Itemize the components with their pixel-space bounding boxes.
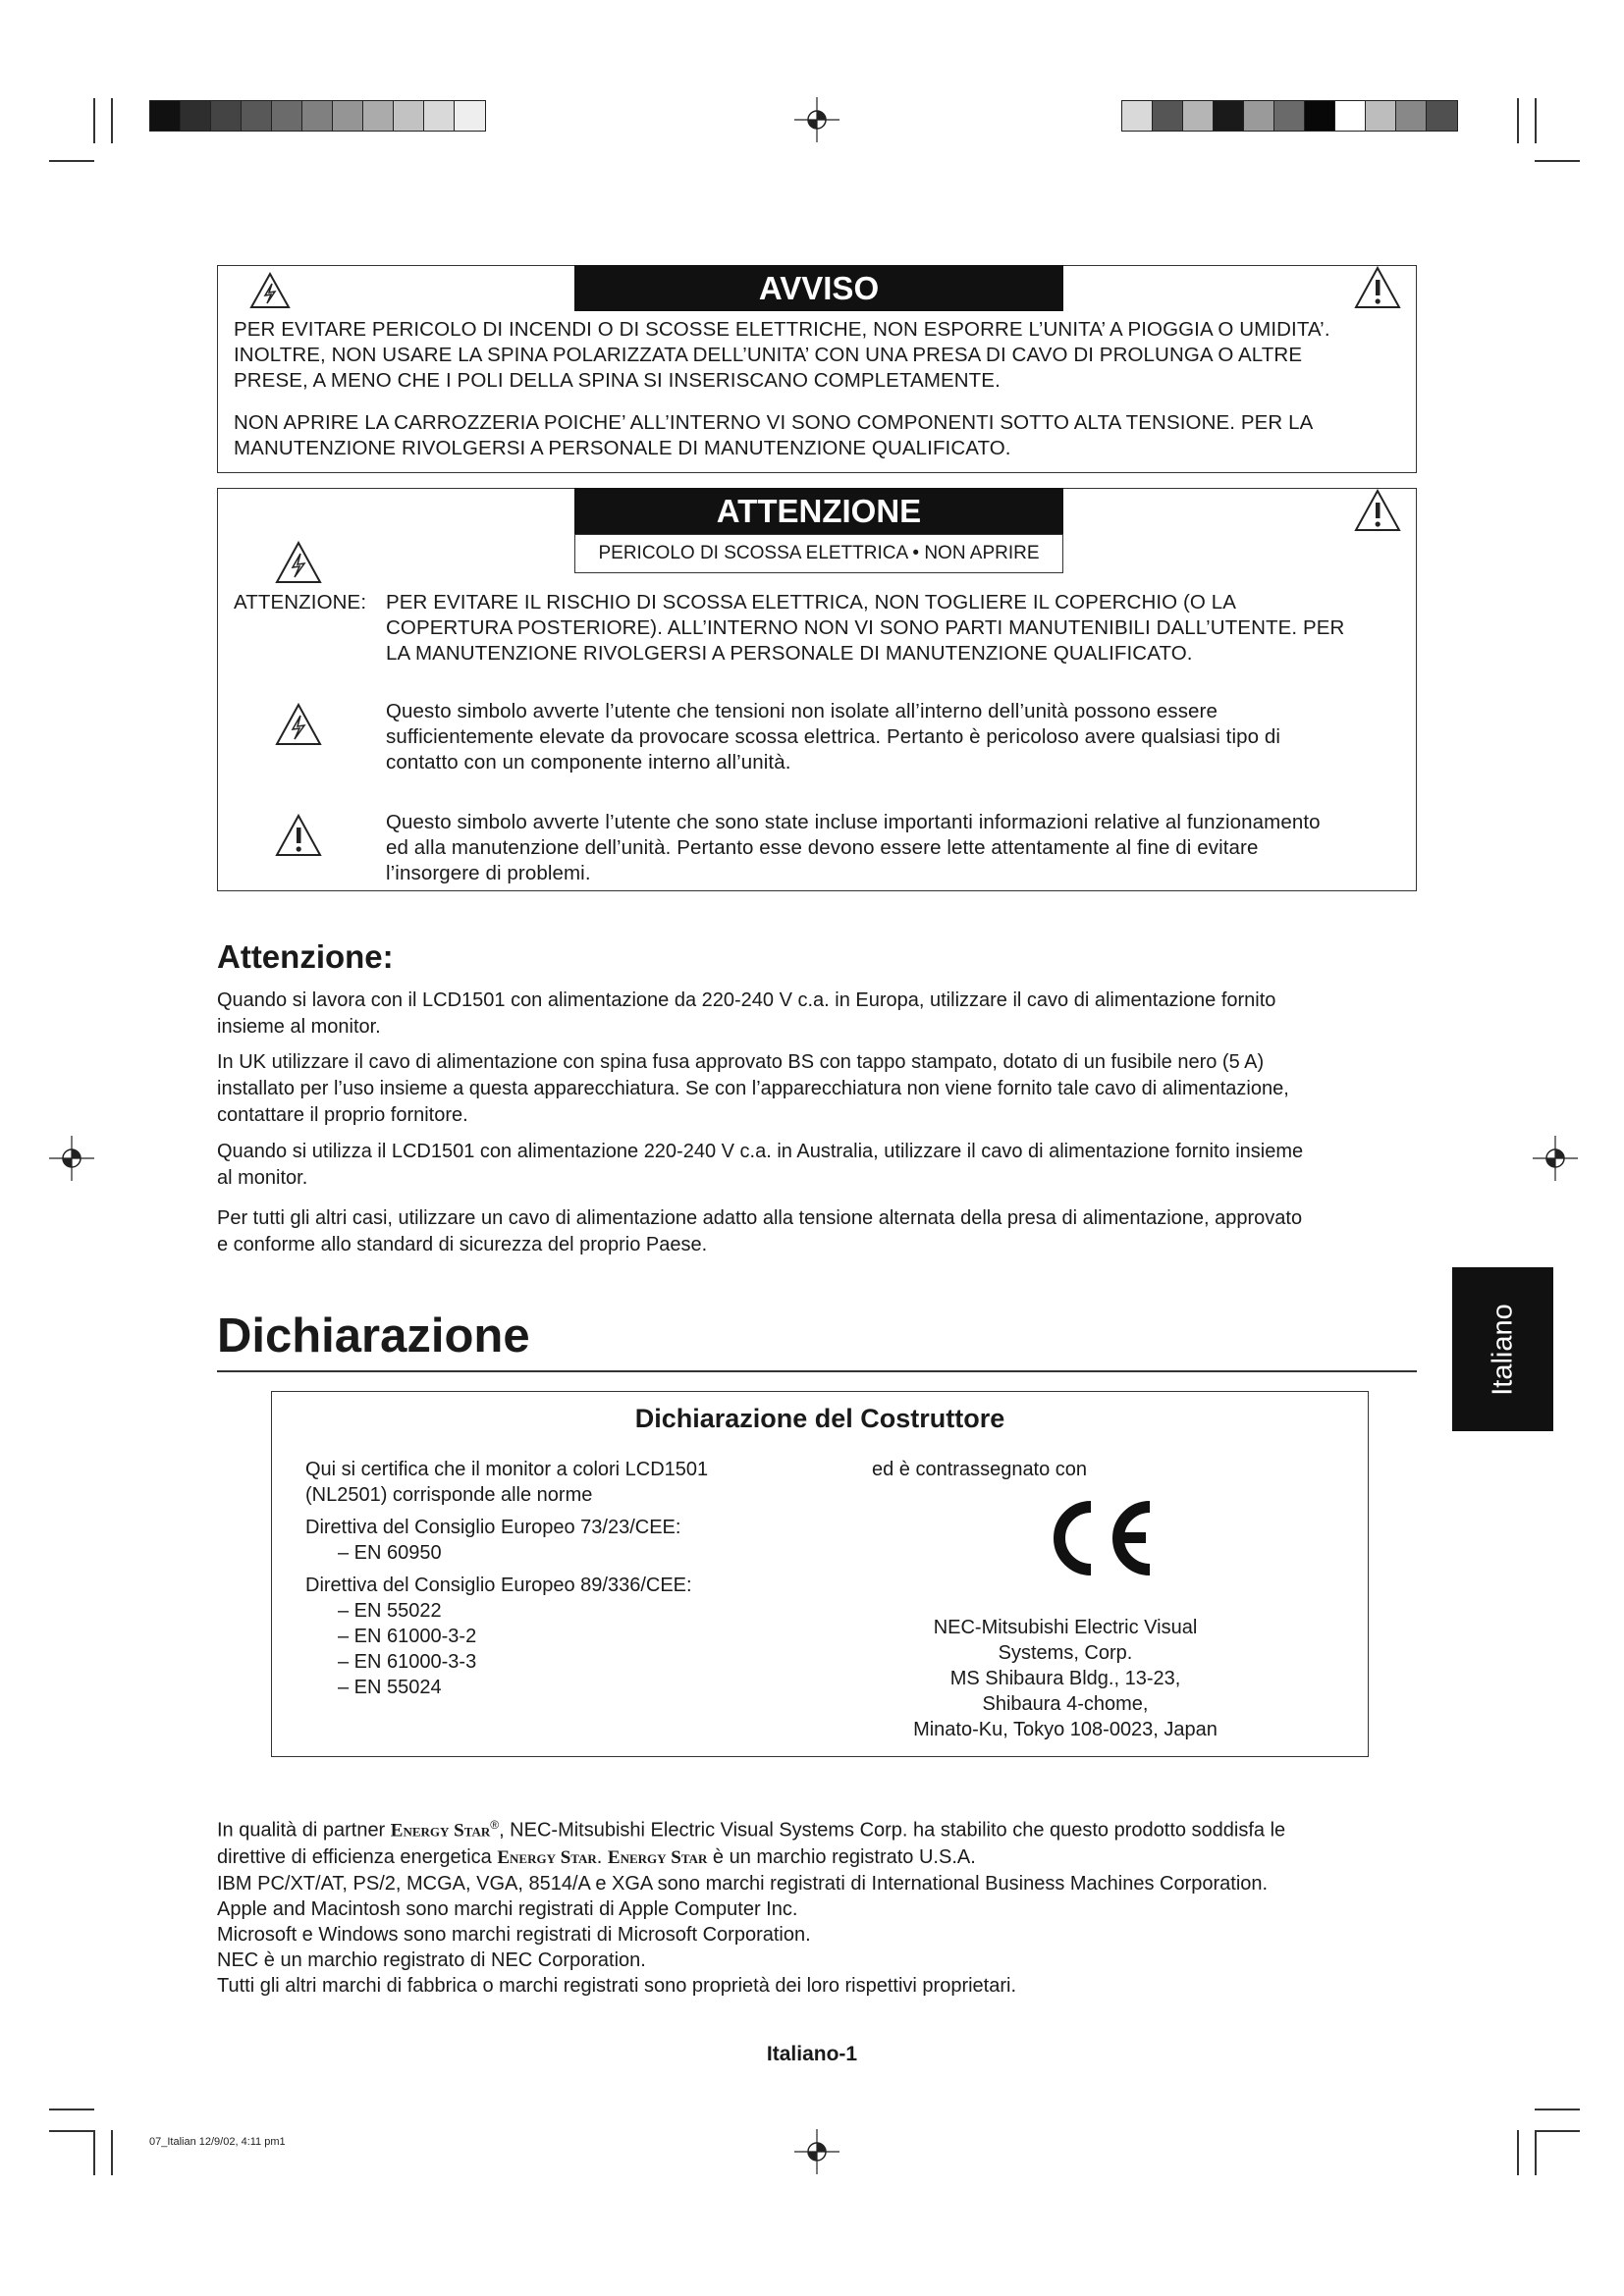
color-swatch	[1153, 101, 1183, 131]
text-line: – EN 60950	[338, 1542, 442, 1564]
exclamation-warning-icon	[1353, 488, 1402, 533]
registration-mark-icon	[794, 97, 839, 142]
text-line: Microsoft e Windows sono marchi registrati di Microsoft Corporation.	[217, 1923, 811, 1946]
dichiarazione-heading: Dichiarazione	[217, 1309, 530, 1362]
paragraph	[217, 1049, 1289, 1129]
text-line: Direttiva del Consiglio Europeo 89/336/CEE:	[305, 1575, 692, 1596]
page-number: Italiano-1	[766, 2043, 858, 2065]
info-symbol-text	[386, 810, 1321, 886]
text-line: NON APRIRE LA CARROZZERIA POICHE’ ALL’INTERNO VI SONO COMPONENTI SOTTO ALTA TENSIONE. PER LA	[234, 411, 1314, 434]
color-swatch	[242, 101, 272, 131]
lightning-warning-icon	[274, 702, 323, 747]
text-line: NEC è un marchio registrato di NEC Corporation.	[217, 1949, 646, 1971]
paragraph	[217, 988, 1275, 1041]
color-swatch	[1122, 101, 1153, 131]
text-line: – EN 55022	[338, 1600, 442, 1622]
ce-intro: ed è contrassegnato con	[872, 1459, 1088, 1480]
trademark-notes	[217, 1812, 1285, 1999]
text-line: Direttiva del Consiglio Europeo 73/23/CEE:	[305, 1517, 681, 1538]
energy-star-mark: Energy Star	[607, 1846, 708, 1868]
text-line: Qui si certifica che il monitor a colori LCD1501	[305, 1459, 709, 1480]
color-swatch	[1427, 101, 1457, 131]
exclamation-warning-icon	[274, 813, 323, 858]
color-swatch	[1244, 101, 1274, 131]
registration-mark-icon	[794, 2129, 839, 2174]
color-swatch	[1305, 101, 1335, 131]
text-line: MANUTENZIONE RIVOLGERSI A PERSONALE DI MANUTENZIONE QUALIFICATO.	[234, 437, 1011, 459]
color-swatch	[1335, 101, 1366, 131]
text-line: Apple and Macintosh sono marchi registrati di Apple Computer Inc.	[217, 1897, 798, 1920]
paragraph	[217, 1139, 1303, 1192]
ce-mark-icon	[1042, 1499, 1160, 1577]
left-color-bar	[149, 100, 486, 132]
text-line: PER EVITARE PERICOLO DI INCENDI O DI SCOSSE ELETTRICHE, NON ESPORRE L’UNITA’ A PIOGGIA O UMIDITA’.	[234, 318, 1330, 341]
color-swatch	[1366, 101, 1396, 131]
text-line: PER EVITARE IL RISCHIO DI SCOSSA ELETTRICA, NON TOGLIERE IL COPERCHIO (O LA	[386, 591, 1237, 614]
text-line: insieme al monitor.	[217, 1016, 381, 1038]
registration-mark-icon	[49, 1136, 94, 1181]
text-line: al monitor.	[217, 1167, 308, 1189]
declaration-title: Dichiarazione del Costruttore	[634, 1404, 1005, 1433]
text-line: COPERTURA POSTERIORE). ALL’INTERNO NON VI SONO PARTI MANUTENIBILI DALL’UTENTE. PER	[386, 616, 1345, 639]
print-slug: 07_Italian 12/9/02, 4:11 pm1	[149, 2136, 286, 2148]
exclamation-warning-icon	[1353, 265, 1402, 310]
color-swatch	[302, 101, 333, 131]
text-line: installato per l’uso insieme a questa apparecchiatura. Se con l’apparecchiatura non viene fornito tale cavo di alimentazione,	[217, 1078, 1289, 1099]
color-swatch	[181, 101, 211, 131]
warning-title: AVVISO	[574, 265, 1063, 311]
language-tab	[1452, 1267, 1553, 1431]
color-swatch	[150, 101, 181, 131]
text-line: – EN 61000-3-2	[338, 1626, 477, 1647]
color-swatch	[1183, 101, 1214, 131]
text-line: ed alla manutenzione dell’unità. Pertanto esse devono essere lette attentamente al fine di evitare	[386, 836, 1259, 859]
text-line: Quando si utilizza il LCD1501 con alimentazione 220-240 V c.a. in Australia, utilizzare il cavo di alimentazione fornito insieme	[217, 1141, 1304, 1162]
right-color-bar	[1121, 100, 1458, 132]
text-line: NEC-Mitsubishi Electric Visual	[933, 1617, 1198, 1638]
text-line: (NL2501) corrisponde alle norme	[305, 1484, 593, 1506]
color-swatch	[272, 101, 302, 131]
color-swatch	[1274, 101, 1305, 131]
warning-paragraph	[234, 410, 1313, 461]
caution-label: ATTENZIONE:	[234, 591, 367, 614]
text-line: – EN 55024	[338, 1677, 442, 1698]
color-swatch	[424, 101, 455, 131]
lightning-warning-icon	[248, 271, 292, 310]
color-swatch	[211, 101, 242, 131]
color-swatch	[1214, 101, 1244, 131]
text-line: INOLTRE, NON USARE LA SPINA POLARIZZATA DELL’UNITA’ CON UNA PRESA DI CAVO DI PROLUNGA O ALTRE	[234, 344, 1303, 366]
text-line: IBM PC/XT/AT, PS/2, MCGA, VGA, 8514/A e XGA sono marchi registrati di International Business Machines Corporation.	[217, 1872, 1269, 1895]
caution-text	[386, 590, 1344, 667]
energy-star-mark: Energy Star	[390, 1820, 491, 1842]
color-swatch	[1396, 101, 1427, 131]
text-line: Systems, Corp.	[998, 1642, 1133, 1664]
text-line: sufficientemente elevate da provocare scossa elettrica. Pertanto è pericoloso avere qualsiasi tipo di	[386, 725, 1281, 748]
text-line: PRESE, A MENO CHE I POLI DELLA SPINA SI INSERISCANO COMPLETAMENTE.	[234, 369, 1001, 392]
text-line: Minato-Ku, Tokyo 108-0023, Japan	[913, 1719, 1218, 1740]
text-line: Shibaura 4-chome,	[982, 1693, 1149, 1715]
text-line: contattare il proprio fornitore.	[217, 1104, 468, 1126]
text-line: direttive di efficienza energetica Energy Star. Energy Star è un marchio registrato U.S.A.	[217, 1845, 976, 1868]
text-line: Questo simbolo avverte l’utente che sono state incluse importanti informazioni relative al funzionamento	[386, 811, 1321, 833]
text-line: contatto con un componente interno all’unità.	[386, 751, 791, 774]
text-line: LA MANUTENZIONE RIVOLGERSI A PERSONALE DI MANUTENZIONE QUALIFICATO.	[386, 642, 1193, 665]
text-line: – EN 61000-3-3	[338, 1651, 477, 1673]
language-tab-label: Italiano	[1487, 1303, 1518, 1396]
paragraph	[217, 1205, 1302, 1258]
text-line: MS Shibaura Bldg., 13-23,	[949, 1668, 1181, 1689]
color-swatch	[394, 101, 424, 131]
text-line: Per tutti gli altri casi, utilizzare un cavo di alimentazione adatto alla tensione alternata della presa di alimentazione, approvato	[217, 1207, 1303, 1229]
color-swatch	[455, 101, 485, 131]
color-swatch	[363, 101, 394, 131]
caution-subtitle: PERICOLO DI SCOSSA ELETTRICA • NON APRIRE	[574, 534, 1063, 573]
color-swatch	[333, 101, 363, 131]
text-line: In qualità di partner Energy Star®, NEC-Mitsubishi Electric Visual Systems Corp. ha stabilito che questo prodotto soddisfa le	[217, 1818, 1286, 1842]
text-line: l’insorgere di problemi.	[386, 862, 591, 884]
text-line: Questo simbolo avverte l’utente che tensioni non isolate all’interno dell’unità possono essere	[386, 700, 1218, 722]
caution-title: ATTENZIONE	[574, 488, 1063, 534]
warning-paragraph	[234, 317, 1330, 394]
heading-divider	[217, 1370, 1417, 1372]
attenzione-heading: Attenzione:	[217, 938, 394, 975]
text-line: In UK utilizzare il cavo di alimentazione con spina fusa approvato BS con tappo stampato, dotato di un fusibile nero (5 A)	[217, 1051, 1265, 1073]
text-line: Tutti gli altri marchi di fabbrica o marchi registrati sono proprietà dei loro rispettivi proprietari.	[217, 1974, 1017, 1997]
voltage-symbol-text	[386, 699, 1280, 775]
energy-star-mark: Energy Star	[497, 1846, 597, 1868]
lightning-warning-icon	[274, 540, 323, 585]
text-line: e conforme allo standard di sicurezza del proprio Paese.	[217, 1234, 708, 1255]
text-line: Quando si lavora con il LCD1501 con alimentazione da 220-240 V c.a. in Europa, utilizzare il cavo di alimentazione fornito	[217, 989, 1276, 1011]
registration-mark-icon	[1533, 1136, 1578, 1181]
